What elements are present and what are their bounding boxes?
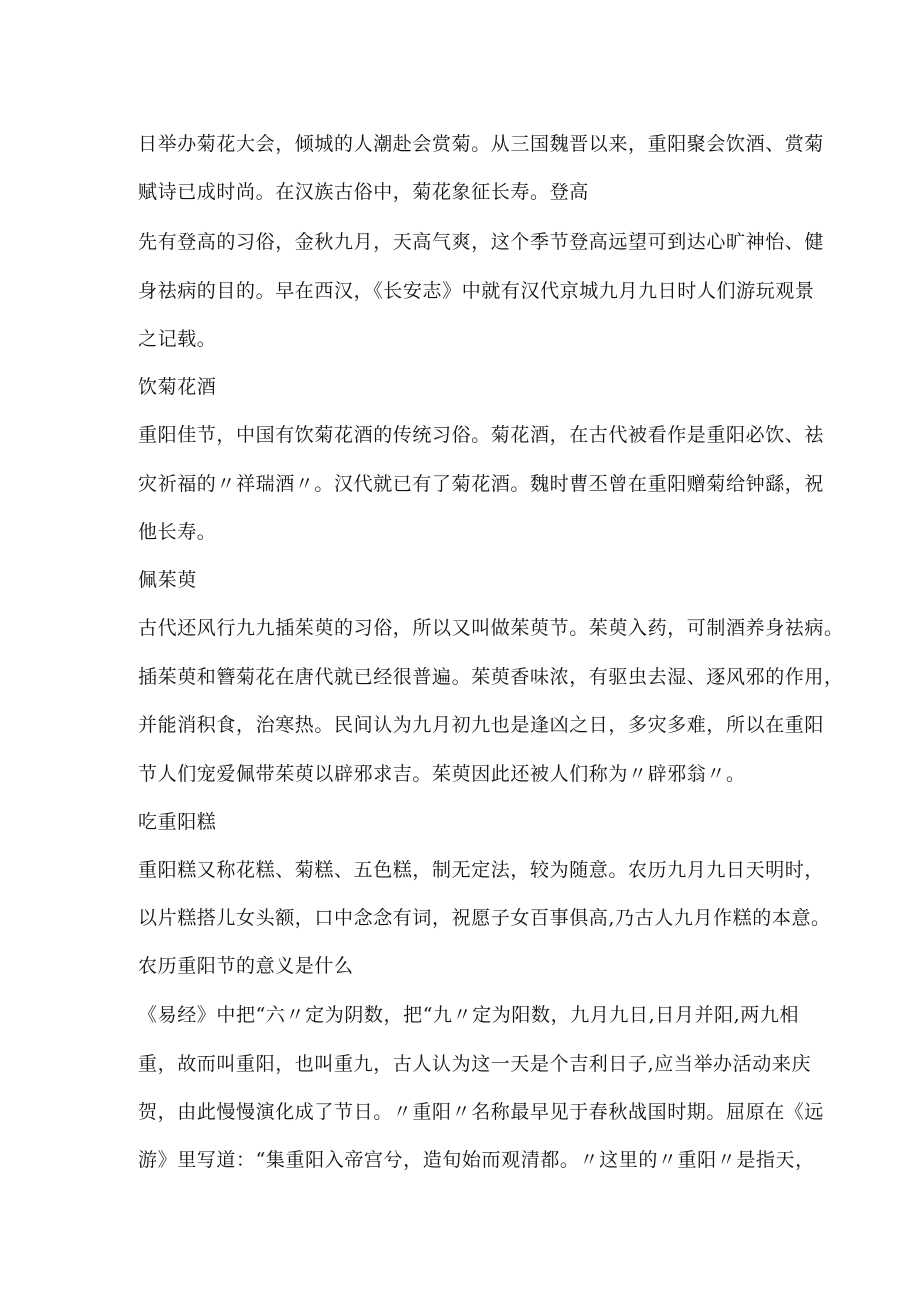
text-line: 之记载。 [138, 328, 217, 350]
text-line: 重阳佳节，中国有饮菊花酒的传统习俗。菊花酒，在古代被看作是重阳必饮、祛 [138, 424, 825, 446]
section-heading: 农历重阳节的意义是什么 [138, 955, 354, 977]
text-line: 以片糕搭儿女头额，口中念念有词，祝愿子女百事俱高,乃古人九月作糕的本意。 [138, 907, 831, 929]
text-line: 赋诗已成时尚。在汉族古俗中，菊花象征长寿。登高 [138, 181, 589, 203]
text-line: 插茱萸和簪菊花在唐代就已经很普遍。茱萸香味浓，有驱虫去湿、逐风邪的作用， [138, 666, 844, 688]
text-line: 重，故而叫重阳，也叫重九，古人认为这一天是个吉利日子,应当举办活动来庆 [138, 1053, 812, 1075]
text-line: 节人们宠爱佩带茱萸以辟邪求吉。茱萸因此还被人们称为〃辟邪翁〃。 [138, 763, 746, 785]
text-line: 古代还风行九九插茱萸的习俗，所以又叫做茱萸节。茱萸入药，可制酒养身祛病。 [138, 617, 844, 639]
section-heading: 饮菊花酒 [138, 376, 217, 398]
text-line: 灾祈福的〃祥瑞酒〃。汉代就已有了菊花酒。魏时曹丕曾在重阳赠菊给钟繇，祝 [138, 473, 825, 495]
text-line: 游》里写道：“集重阳入帝宫兮，造旬始而观清都。〃这里的〃重阳〃是指天， [138, 1149, 815, 1171]
text-line: 并能消积食，治寒热。民间认为九月初九也是逢凶之日，多灾多难，所以在重阳 [138, 714, 825, 736]
text-line: 贺，由此慢慢演化成了节日。〃重阳〃名称最早见于春秋战国时期。屈原在《远 [138, 1101, 825, 1123]
text-line: 他长寿。 [138, 521, 217, 543]
text-line: 《易经》中把“六〃定为阴数，把“九〃定为阳数，九月九日,日月并阳,两九相 [138, 1004, 800, 1026]
text-line: 先有登高的习俗，金秋九月，天高气爽，这个季节登高远望可到达心旷神怡、健 [138, 231, 825, 253]
text-line: 重阳糕又称花糕、菊糕、五色糕，制无定法，较为随意。农历九月九日天明时， [138, 859, 825, 881]
text-line: 身祛病的目的。早在西汉，《长安志》中就有汉代京城九月九日时人们游玩观景 [138, 280, 815, 302]
text-line: 日举办菊花大会，倾城的人潮赴会赏菊。从三国魏晋以来，重阳聚会饮酒、赏菊 [138, 133, 825, 155]
section-heading: 佩茱萸 [138, 569, 197, 591]
section-heading: 吃重阳糕 [138, 811, 217, 833]
